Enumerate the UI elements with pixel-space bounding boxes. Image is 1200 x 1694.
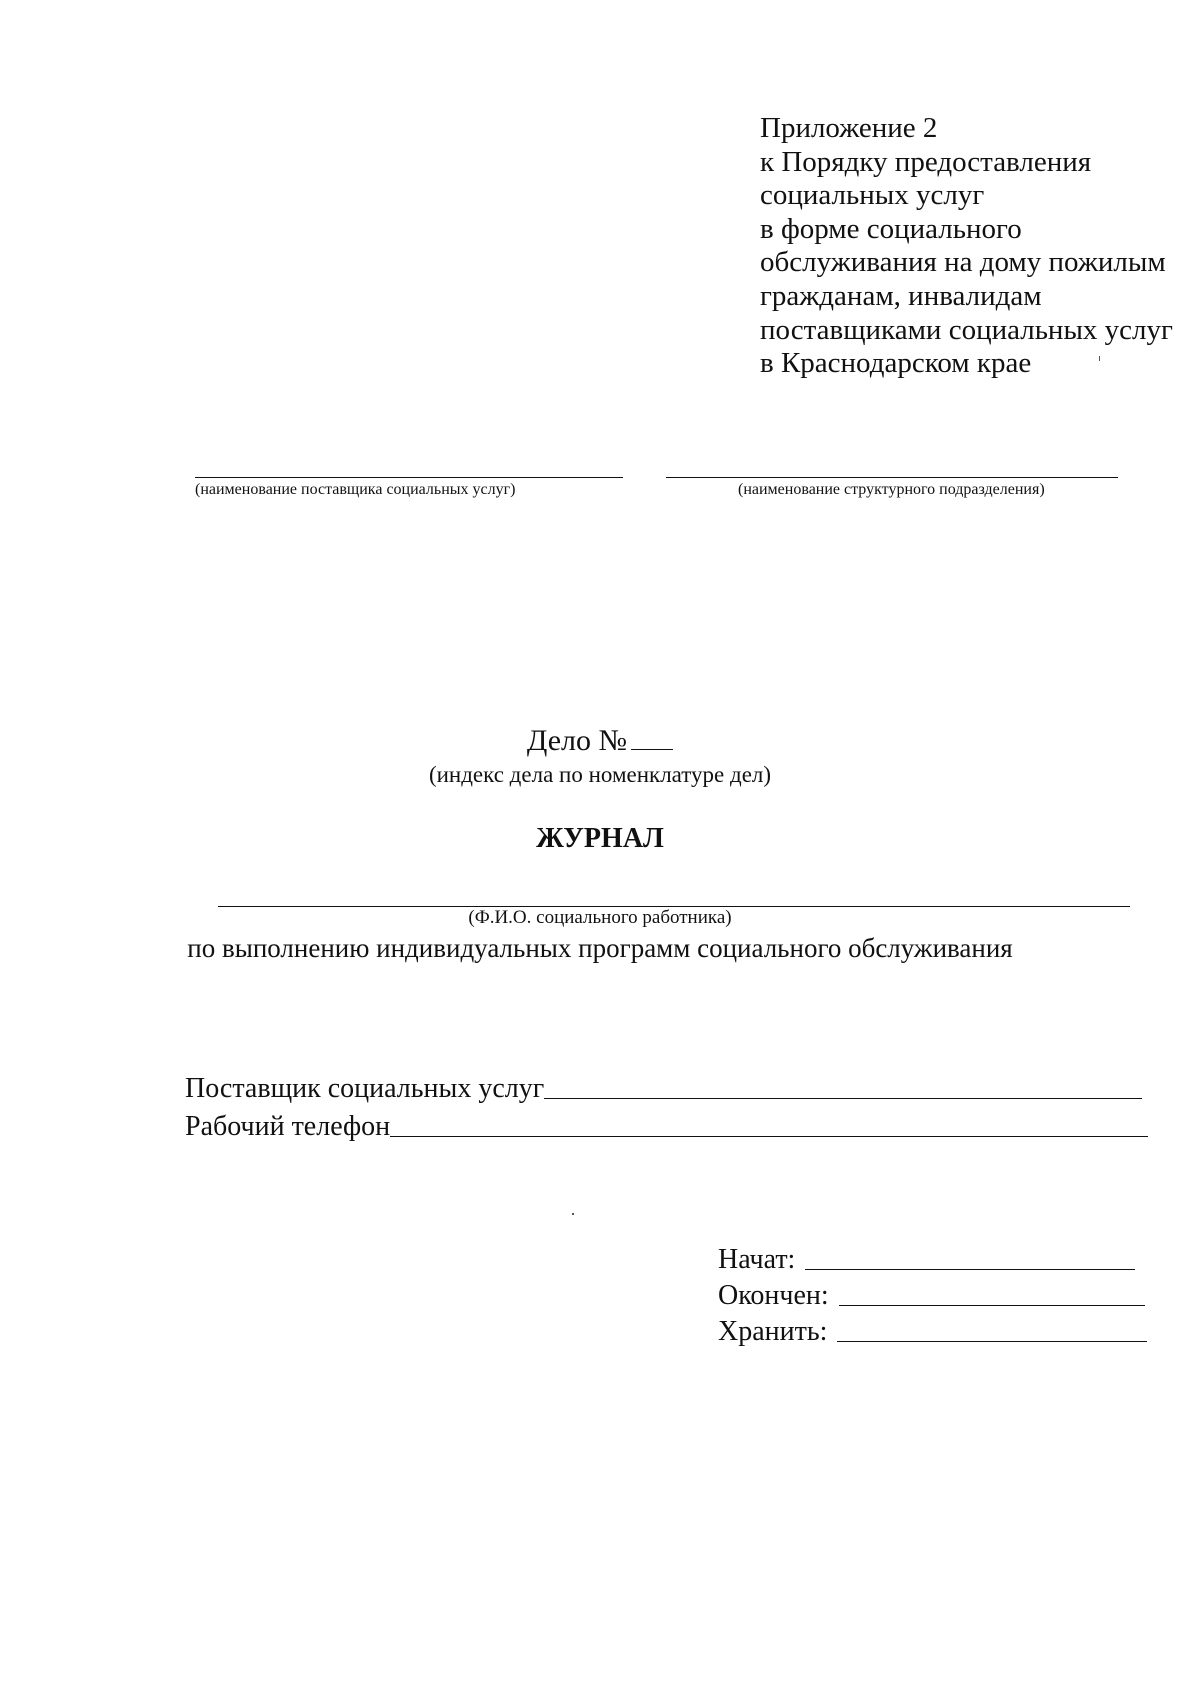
appendix-reference [760, 112, 1180, 381]
keep-label: Хранить: [718, 1316, 828, 1347]
case-number [0, 724, 1200, 758]
provider-name-caption: (наименование поставщика социальных услуг) [195, 481, 516, 498]
provider-field [185, 1072, 1142, 1105]
scan-speck [572, 1213, 574, 1215]
unit-name-caption: (наименование структурного подразделения) [738, 481, 1045, 498]
appendix-line: в Краснодарском крае [760, 347, 1032, 380]
appendix-line: обслуживания на дому пожилым [760, 246, 1166, 279]
appendix-line: гражданам, инвалидам [760, 279, 1042, 312]
started-row [718, 1240, 1147, 1276]
phone-field [185, 1110, 1148, 1143]
scan-speck [1099, 356, 1100, 361]
appendix-line: в форме социального [760, 212, 1022, 245]
case-number-blank[interactable] [631, 729, 673, 750]
finished-line[interactable] [839, 1305, 1145, 1306]
phone-field-line[interactable] [390, 1110, 1148, 1137]
appendix-line: поставщиками социальных услуг [760, 313, 1173, 346]
fio-caption: (Ф.И.О. социального работника) [468, 907, 732, 928]
appendix-line: социальных услуг [760, 179, 985, 212]
finished-row [718, 1276, 1147, 1312]
keep-row [718, 1312, 1147, 1348]
finished-label: Окончен: [718, 1280, 829, 1311]
provider-field-label: Поставщик социальных услуг [185, 1073, 545, 1104]
started-line[interactable] [805, 1269, 1135, 1270]
case-number-label: Дело № [526, 724, 628, 757]
phone-field-label: Рабочий телефон [185, 1111, 391, 1142]
provider-field-line[interactable] [544, 1072, 1142, 1099]
provider-name-line[interactable] [195, 477, 623, 478]
journal-purpose: по выполнению индивидуальных программ социального обслуживания [187, 933, 1013, 963]
journal-title: ЖУРНАЛ [536, 823, 664, 854]
dates-block [718, 1240, 1147, 1348]
case-index-caption: (индекс дела по номенклатуре дел) [428, 762, 772, 787]
unit-name-line[interactable] [666, 477, 1118, 478]
appendix-line: к Порядку предоставления [760, 145, 1092, 178]
started-label: Начат: [718, 1244, 796, 1275]
appendix-line: Приложение 2 [760, 112, 938, 144]
keep-line[interactable] [837, 1341, 1147, 1342]
